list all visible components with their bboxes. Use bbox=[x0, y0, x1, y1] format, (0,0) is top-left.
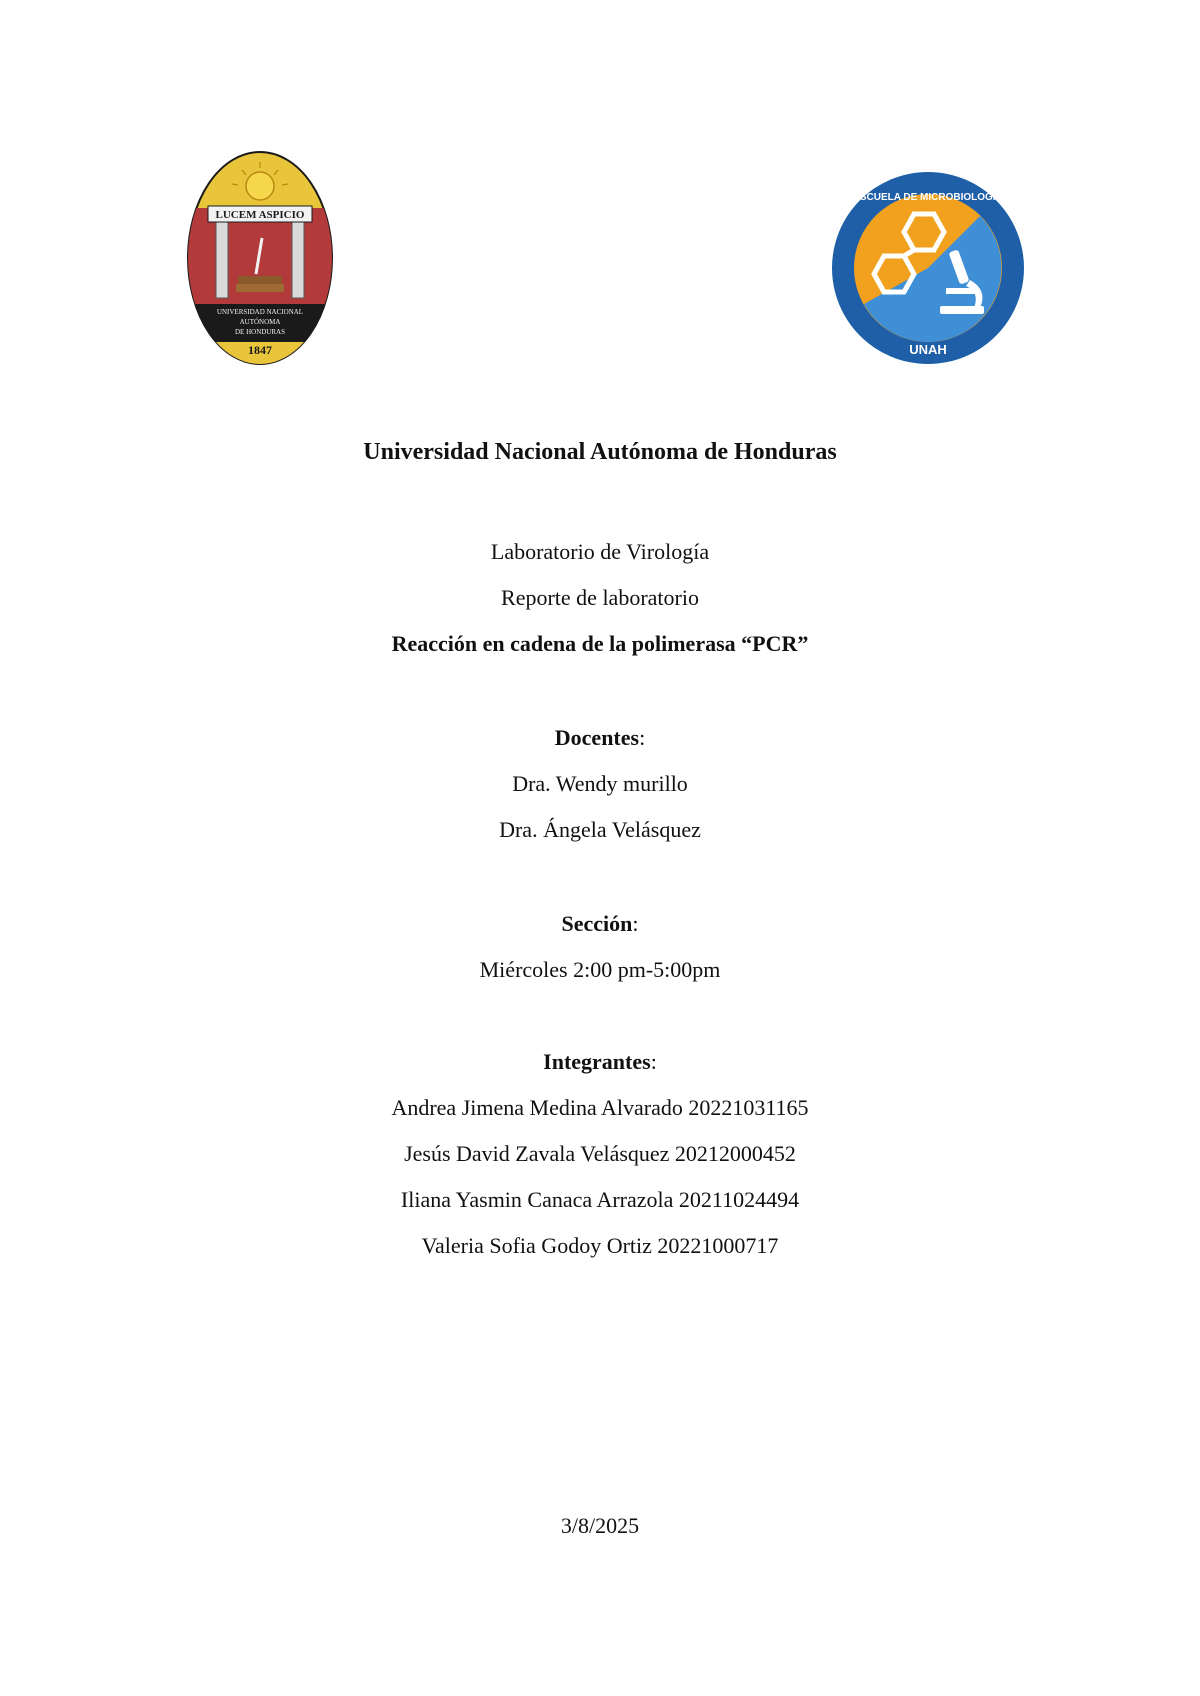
seal-name-line1: UNIVERSIDAD NACIONAL bbox=[216, 308, 304, 316]
teacher-name: Dra. Ángela Velásquez bbox=[499, 817, 701, 842]
members-heading-colon: : bbox=[650, 1049, 657, 1074]
section-heading-label: Sección bbox=[561, 911, 633, 936]
section-heading bbox=[0, 910, 1200, 938]
university-title: Universidad Nacional Autónoma de Honduras bbox=[363, 439, 837, 465]
teachers-heading-label: Docentes bbox=[554, 725, 640, 750]
member-name: Jesús David Zavala Velásquez 20212000452 bbox=[404, 1141, 796, 1166]
report-date: 3/8/2025 bbox=[560, 1513, 640, 1538]
members-heading bbox=[0, 1048, 1200, 1076]
section-schedule: Miércoles 2:00 pm-5:00pm bbox=[479, 957, 721, 982]
member-name: Iliana Yasmin Canaca Arrazola 20211024494 bbox=[400, 1187, 800, 1212]
teachers-heading bbox=[0, 724, 1200, 752]
seal-name-line2: AUTÓNOMA bbox=[239, 318, 281, 326]
member-name: Andrea Jimena Medina Alvarado 20221031165 bbox=[391, 1095, 809, 1120]
seal-motto: LUCEM ASPICIO bbox=[215, 209, 305, 221]
teachers-heading-colon: : bbox=[639, 725, 646, 750]
seal-year: 1847 bbox=[248, 343, 272, 357]
micro-ring-text: ESCUELA DE MICROBIOLOGÍA bbox=[853, 192, 1003, 203]
members-heading-label: Integrantes bbox=[543, 1049, 651, 1074]
document-type: Reporte de laboratorio bbox=[501, 585, 699, 610]
section-heading-colon: : bbox=[632, 911, 639, 936]
microbiology-school-logo bbox=[830, 170, 1026, 366]
report-title: Reacción en cadena de la polimerasa “PCR” bbox=[391, 631, 809, 656]
teacher-name: Dra. Wendy murillo bbox=[512, 771, 688, 796]
micro-unah-text: UNAH bbox=[909, 342, 947, 357]
course-name: Laboratorio de Virología bbox=[490, 539, 710, 564]
member-name: Valeria Sofia Godoy Ortiz 20221000717 bbox=[421, 1233, 779, 1258]
unah-seal-logo bbox=[186, 150, 334, 366]
seal-name-line3: DE HONDURAS bbox=[235, 328, 285, 336]
